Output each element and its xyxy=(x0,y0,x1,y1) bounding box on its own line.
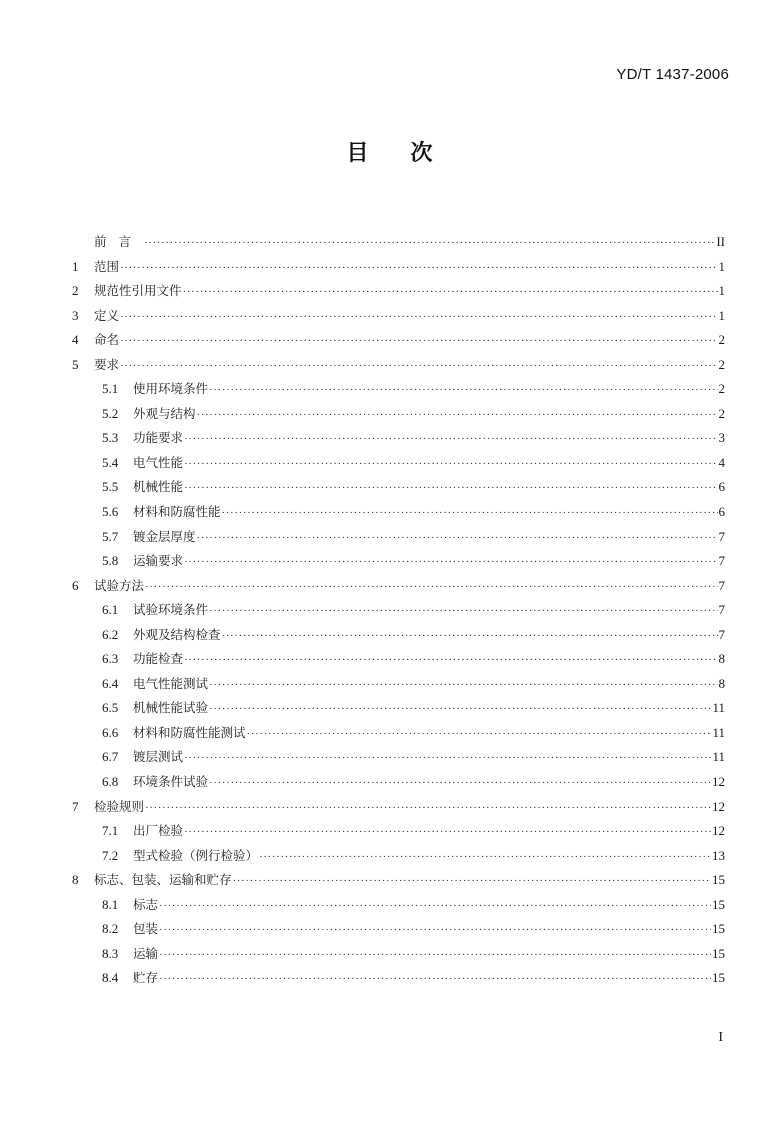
toc-leader-dots xyxy=(145,575,717,600)
toc-entry-title: 试验方法 xyxy=(94,577,145,593)
toc-entry-number: 7 xyxy=(72,798,79,814)
toc-entry-number: 6.1 xyxy=(102,602,119,618)
toc-entry-page: 2 xyxy=(718,356,725,372)
toc-entry-number: 6.8 xyxy=(102,774,119,790)
toc-entry-page: 7 xyxy=(718,577,725,593)
toc-entry-number: 5.6 xyxy=(102,504,119,520)
toc-entry-title: 机械性能试验 xyxy=(133,700,209,716)
toc-entry-number: 6.6 xyxy=(102,724,119,740)
toc-entry[interactable] xyxy=(72,647,725,672)
toc-leader-dots xyxy=(209,697,711,722)
toc-entry[interactable] xyxy=(72,500,725,525)
toc-entry-number: 6.5 xyxy=(102,700,119,716)
toc-entry-number: 5.7 xyxy=(102,528,119,544)
toc-entry-page: 6 xyxy=(718,479,725,495)
toc-leader-dots xyxy=(197,403,718,428)
toc-entry-title: 镀层测试 xyxy=(133,749,184,765)
toc-entry-page: 15 xyxy=(712,896,725,912)
toc-entry-page: 12 xyxy=(712,823,725,839)
toc-leader-dots xyxy=(183,280,718,305)
toc-leader-dots xyxy=(145,796,711,821)
toc-leader-dots xyxy=(184,648,717,673)
toc-entry[interactable] xyxy=(72,770,725,795)
toc-entry-number: 8.3 xyxy=(102,945,119,961)
toc-entry[interactable] xyxy=(72,942,725,967)
toc-entry-page: 6 xyxy=(718,504,725,520)
toc-leader-dots xyxy=(159,967,711,992)
toc-entry-page: 8 xyxy=(718,651,725,667)
toc-leader-dots xyxy=(120,329,717,354)
toc-entry-page: 7 xyxy=(718,626,725,642)
toc-leader-dots xyxy=(259,845,711,870)
toc-entry-page: 15 xyxy=(712,872,725,888)
toc-leader-dots xyxy=(222,501,718,526)
toc-entry-title: 外观与结构 xyxy=(133,405,196,421)
toc-entry-title: 试验环境条件 xyxy=(133,602,209,618)
toc-leader-dots xyxy=(222,624,718,649)
toc-entry-title: 出厂检验 xyxy=(133,823,184,839)
toc-entry-page: 7 xyxy=(718,602,725,618)
toc-entry-number: 8.1 xyxy=(102,896,119,912)
toc-leader-dots xyxy=(197,526,718,551)
toc-entry-page: 15 xyxy=(712,921,725,937)
toc-entry[interactable] xyxy=(72,279,725,304)
toc-entry-title: 电气性能 xyxy=(133,454,184,470)
toc-entry-number: 5.4 xyxy=(102,454,119,470)
toc-entry[interactable] xyxy=(72,917,725,942)
toc-entry-page: 1 xyxy=(718,307,725,323)
title-char-1: 目 xyxy=(346,141,369,166)
toc-entry-page: 15 xyxy=(712,945,725,961)
toc-entry-number: 5.1 xyxy=(102,381,119,397)
toc-entry-title: 运输要求 xyxy=(133,553,184,569)
toc-entry-page: 2 xyxy=(718,332,725,348)
toc-entry-page: 1 xyxy=(718,258,725,274)
toc-entry[interactable] xyxy=(72,353,725,378)
toc-leader-dots xyxy=(209,599,717,624)
toc-entry-page: II xyxy=(716,234,725,249)
toc-entry-title: 定义 xyxy=(94,307,120,323)
toc-entry-title: 材料和防腐性能测试 xyxy=(133,724,246,740)
title-char-2: 次 xyxy=(410,141,433,166)
toc-entry-title: 检验规则 xyxy=(94,798,145,814)
toc-entry-title: 材料和防腐性能 xyxy=(133,504,221,520)
toc-entry-number: 3 xyxy=(72,307,79,323)
toc-entry[interactable] xyxy=(72,844,725,869)
toc-leader-dots xyxy=(233,869,711,894)
toc-entry-page: 4 xyxy=(718,454,725,470)
toc-entry-title: 功能要求 xyxy=(133,430,184,446)
toc-entry-page: 12 xyxy=(712,774,725,790)
toc-entry-title: 型式检验（例行检验） xyxy=(133,847,259,863)
toc-entry-number: 5 xyxy=(72,356,79,372)
toc-entry-page: 1 xyxy=(718,283,725,299)
toc-entry[interactable] xyxy=(72,868,725,893)
toc-leader-dots xyxy=(209,673,717,698)
toc-entry[interactable] xyxy=(72,696,725,721)
toc-entry[interactable] xyxy=(72,475,725,500)
toc-entry-title: 环境条件试验 xyxy=(133,774,209,790)
toc-entry-number: 6.3 xyxy=(102,651,119,667)
toc-leader-dots xyxy=(184,746,711,771)
toc-entry[interactable] xyxy=(72,304,725,329)
toc-entry-title: 功能检查 xyxy=(133,651,184,667)
toc-entry-number: 5.2 xyxy=(102,405,119,421)
toc-leader-dots xyxy=(159,943,711,968)
toc-entry-page: 8 xyxy=(718,675,725,691)
toc-entry-page: 13 xyxy=(712,847,725,863)
toc-entry-number: 6.2 xyxy=(102,626,119,642)
toc-entry-number: 5.5 xyxy=(102,479,119,495)
toc-entry-title: 机械性能 xyxy=(133,479,184,495)
toc-entry-page: 2 xyxy=(718,381,725,397)
toc-leader-dots xyxy=(120,354,717,379)
toc-leader-dots xyxy=(209,378,717,403)
toc-entry[interactable] xyxy=(72,402,725,427)
toc-entry-page: 15 xyxy=(712,970,725,986)
standard-code: YD/T 1437-2006 xyxy=(616,66,729,83)
page-title xyxy=(0,136,779,167)
page-number: I xyxy=(718,1030,723,1045)
toc-entry-title: 要求 xyxy=(94,356,120,372)
toc-entry-title: 包装 xyxy=(133,921,159,937)
toc-entry-page: 11 xyxy=(712,724,725,740)
toc-entry-number: 6.7 xyxy=(102,749,119,765)
toc-entry-number: 8.4 xyxy=(102,970,119,986)
toc-entry[interactable] xyxy=(72,893,725,918)
toc-entry[interactable] xyxy=(72,426,725,451)
toc-entry-number: 6 xyxy=(72,577,79,593)
toc-entry[interactable] xyxy=(72,745,725,770)
toc-entry[interactable] xyxy=(72,819,725,844)
toc-entry-title: 前言 xyxy=(94,234,144,249)
toc-leader-dots xyxy=(159,918,711,943)
toc-entry[interactable] xyxy=(72,598,725,623)
toc-entry-number: 4 xyxy=(72,332,79,348)
toc-leader-dots xyxy=(209,771,711,796)
toc-leader-dots xyxy=(184,427,717,452)
toc-entry-page: 2 xyxy=(718,405,725,421)
toc-entry-page: 3 xyxy=(718,430,725,446)
toc-entry-number: 5.3 xyxy=(102,430,119,446)
toc-entry-title: 贮存 xyxy=(133,970,159,986)
toc-entry-title: 电气性能测试 xyxy=(133,675,209,691)
toc-leader-dots xyxy=(184,452,717,477)
toc-entry[interactable] xyxy=(72,255,725,280)
toc-entry[interactable] xyxy=(72,549,725,574)
toc-entry-title: 镀金层厚度 xyxy=(133,528,196,544)
toc-leader-dots xyxy=(159,894,711,919)
toc-leader-dots xyxy=(247,722,712,747)
toc-entry-title: 使用环境条件 xyxy=(133,381,209,397)
toc-entry[interactable] xyxy=(72,574,725,599)
toc-entry[interactable] xyxy=(72,966,725,991)
toc-leader-dots xyxy=(120,256,717,281)
toc-entry-number: 6.4 xyxy=(102,675,119,691)
toc-entry[interactable] xyxy=(72,328,725,353)
toc-entry[interactable] xyxy=(72,795,725,820)
toc-entry[interactable] xyxy=(72,377,725,402)
toc-leader-dots xyxy=(184,476,717,501)
toc-entry-number: 5.8 xyxy=(102,553,119,569)
toc-entry-number: 8.2 xyxy=(102,921,119,937)
toc-entry-title: 标志、包装、运输和贮存 xyxy=(94,872,232,888)
toc-entry[interactable] xyxy=(72,721,725,746)
toc-entry-title: 标志 xyxy=(133,896,159,912)
toc-entry[interactable] xyxy=(72,623,725,648)
toc-entry[interactable] xyxy=(72,672,725,697)
toc-leader-dots xyxy=(120,305,717,330)
toc-entry-number: 7.1 xyxy=(102,823,119,839)
toc-entry-page: 7 xyxy=(718,553,725,569)
toc-entry-page: 11 xyxy=(712,749,725,765)
toc-entry-number: 2 xyxy=(72,283,79,299)
toc-entry-page: 11 xyxy=(712,700,725,716)
toc-entry-number: 7.2 xyxy=(102,847,119,863)
toc-entry[interactable] xyxy=(72,525,725,550)
toc-leader-dots xyxy=(184,550,717,575)
toc-entry-title: 规范性引用文件 xyxy=(94,283,182,299)
toc-entry-number: 1 xyxy=(72,258,79,274)
toc-entry-title: 外观及结构检查 xyxy=(133,626,221,642)
toc-entry-number: 8 xyxy=(72,872,79,888)
toc-entry-title: 范围 xyxy=(94,258,120,274)
toc-entry[interactable] xyxy=(72,451,725,476)
toc-leader-dots xyxy=(144,231,715,256)
table-of-contents xyxy=(72,230,725,991)
toc-entry-title: 命名 xyxy=(94,332,120,348)
toc-entry-title: 运输 xyxy=(133,945,159,961)
toc-leader-dots xyxy=(184,820,711,845)
toc-entry-page: 12 xyxy=(712,798,725,814)
toc-entry-page: 7 xyxy=(718,528,725,544)
toc-entry[interactable] xyxy=(72,230,725,255)
